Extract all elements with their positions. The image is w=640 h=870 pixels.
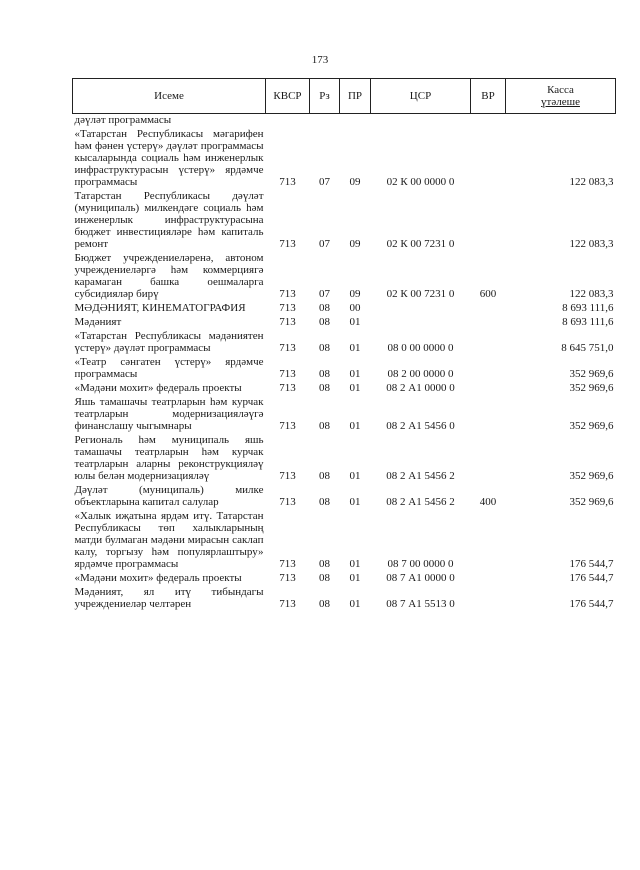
cell-name: «Мәдәни мохит» федераль проекты bbox=[74, 572, 242, 584]
cell-vr bbox=[471, 396, 506, 434]
table-row bbox=[73, 484, 616, 510]
cell-kvsr bbox=[266, 114, 310, 129]
table-row bbox=[73, 586, 616, 612]
cell-pr: 01 bbox=[349, 496, 361, 508]
cell-amount: 352 969,6 bbox=[569, 470, 614, 482]
cell-csr: 08 7 А1 0000 0 bbox=[386, 572, 455, 584]
page-number: 173 bbox=[311, 54, 329, 66]
budget-table bbox=[72, 78, 616, 612]
cell-kvsr: 713 bbox=[279, 598, 296, 610]
header-vr: ВР bbox=[471, 79, 506, 114]
cell-name: Бюджет учреждениеләренә, автоном учреждениеләргә һәм коммерциягә карамаган башка оешмаларга субсидияләр бирү bbox=[74, 252, 264, 300]
cell-pr: 01 bbox=[349, 572, 361, 584]
cell-kvsr: 713 bbox=[279, 382, 296, 394]
cell-csr bbox=[371, 114, 471, 129]
cell-kvsr: 713 bbox=[279, 420, 296, 432]
cell-kvsr: 713 bbox=[279, 558, 296, 570]
cell-csr: 02 К 00 7231 0 bbox=[386, 288, 455, 300]
cell-vr bbox=[471, 586, 506, 612]
cell-name: Региональ һәм муниципаль яшь тамашачы театрларын һәм курчак театрларын аларны реконструкцияләү юлы белән модернизацияләү bbox=[74, 434, 264, 482]
cell-rz: 08 bbox=[319, 316, 330, 328]
header-pr: ПР bbox=[340, 79, 371, 114]
cell-amount: 122 083,3 bbox=[569, 176, 614, 188]
cell-amount: 8 693 111,6 bbox=[562, 302, 614, 314]
header-csr: ЦСР bbox=[371, 79, 471, 114]
cell-rz bbox=[310, 114, 340, 129]
cell-name: МӘДӘНИЯТ, КИНЕМАТОГРАФИЯ bbox=[74, 302, 246, 314]
cell-kvsr: 713 bbox=[279, 470, 296, 482]
cell-name: «Татарстан Республикасы мәгарифен һәм фәнен үстерү» дәүләт программасы кысаларында социаль һәм инженерлык инфраструктурасын үстерү» ярдәмче программасы bbox=[74, 128, 264, 188]
cell-vr bbox=[471, 434, 506, 484]
cell-pr: 00 bbox=[349, 302, 361, 314]
cell-csr: 02 К 00 7231 0 bbox=[386, 238, 455, 250]
cell-rz: 07 bbox=[319, 176, 330, 188]
cell-vr bbox=[471, 572, 506, 586]
cell-kvsr: 713 bbox=[279, 302, 296, 314]
cell-name: «Халык иҗатына ярдәм итү. Татарстан Республикасы төп халыкларының матди булмаган мәдәни мирасын саклап калу, торгызу һәм популярлаштыру» ярдәмче программасы bbox=[74, 510, 264, 570]
cell-amount: 352 969,6 bbox=[569, 368, 614, 380]
cell-kvsr: 713 bbox=[279, 342, 296, 354]
cell-name: дәүләт программасы bbox=[74, 114, 172, 126]
cell-csr bbox=[371, 302, 471, 316]
table-row bbox=[73, 396, 616, 434]
cell-pr: 09 bbox=[349, 288, 361, 300]
cell-rz: 08 bbox=[319, 342, 330, 354]
table-row bbox=[73, 330, 616, 356]
cell-amount: 176 544,7 bbox=[569, 598, 614, 610]
cell-rz: 08 bbox=[319, 382, 330, 394]
cell-vr bbox=[471, 302, 506, 316]
cell-rz: 08 bbox=[319, 558, 330, 570]
cell-csr: 02 К 00 0000 0 bbox=[386, 176, 455, 188]
table-row bbox=[73, 572, 616, 586]
cell-kvsr: 713 bbox=[279, 238, 296, 250]
cell-amount: 176 544,7 bbox=[569, 572, 614, 584]
table-body bbox=[73, 114, 616, 613]
table-header-row bbox=[73, 79, 616, 114]
cell-rz: 08 bbox=[319, 496, 330, 508]
table-row bbox=[73, 190, 616, 252]
cell-vr: 600 bbox=[479, 288, 497, 300]
cell-pr: 01 bbox=[349, 598, 361, 610]
header-kassa bbox=[506, 79, 616, 114]
cell-rz: 08 bbox=[319, 470, 330, 482]
cell-amount: 352 969,6 bbox=[569, 382, 614, 394]
cell-csr: 08 2 А1 5456 2 bbox=[386, 470, 455, 482]
cell-csr: 08 7 00 0000 0 bbox=[387, 558, 454, 570]
cell-pr: 01 bbox=[349, 368, 361, 380]
cell-kvsr: 713 bbox=[279, 496, 296, 508]
table-row bbox=[73, 510, 616, 572]
cell-kvsr: 713 bbox=[279, 288, 296, 300]
header-name: Исеме bbox=[73, 79, 266, 114]
cell-pr bbox=[340, 114, 371, 129]
cell-name: Яшь тамашачы театрларын һәм курчак театрларын модернизацияләүгә финанслашу чыгымнары bbox=[74, 396, 264, 432]
cell-pr: 09 bbox=[349, 176, 361, 188]
cell-pr: 01 bbox=[349, 342, 361, 354]
cell-rz: 08 bbox=[319, 368, 330, 380]
table-row bbox=[73, 114, 616, 129]
table-row bbox=[73, 302, 616, 316]
header-kassa-line2: үтәлеше bbox=[541, 96, 580, 108]
cell-amount: 176 544,7 bbox=[569, 558, 614, 570]
cell-name: Мәдәният bbox=[74, 316, 122, 328]
cell-kvsr: 713 bbox=[279, 368, 296, 380]
cell-csr: 08 2 А1 0000 0 bbox=[386, 382, 455, 394]
cell-csr: 08 2 А1 5456 2 bbox=[386, 496, 455, 508]
cell-rz: 08 bbox=[319, 420, 330, 432]
cell-rz: 08 bbox=[319, 572, 330, 584]
cell-kvsr: 713 bbox=[279, 572, 296, 584]
cell-amount: 122 083,3 bbox=[569, 238, 614, 250]
cell-pr: 01 bbox=[349, 420, 361, 432]
cell-vr: 400 bbox=[479, 496, 497, 508]
cell-name: Татарстан Республикасы дәүләт (муниципаль) милкендәге социаль һәм инженерлык инфраструктурасына бюджет инвестицияләре һәм капиталь ремонт bbox=[74, 190, 264, 250]
table-row bbox=[73, 434, 616, 484]
cell-csr: 08 0 00 0000 0 bbox=[387, 342, 454, 354]
cell-kvsr: 713 bbox=[279, 316, 296, 328]
cell-csr: 08 2 А1 5456 0 bbox=[386, 420, 455, 432]
cell-vr bbox=[471, 316, 506, 330]
cell-csr: 08 7 А1 5513 0 bbox=[386, 598, 455, 610]
table-row bbox=[73, 382, 616, 396]
cell-pr: 01 bbox=[349, 316, 361, 328]
cell-rz: 07 bbox=[319, 238, 330, 250]
header-kvsr: КВСР bbox=[266, 79, 310, 114]
table-row bbox=[73, 252, 616, 302]
cell-name: Мәдәният, ял итү тибындагы учреждениеләр челтәрен bbox=[74, 586, 264, 610]
table-row bbox=[73, 356, 616, 382]
header-rz: Рз bbox=[310, 79, 340, 114]
cell-amount: 8 645 751,0 bbox=[561, 342, 614, 354]
cell-csr bbox=[371, 316, 471, 330]
header-kassa-line1: Касса bbox=[547, 84, 574, 96]
cell-amount: 8 693 111,6 bbox=[562, 316, 614, 328]
cell-vr bbox=[471, 330, 506, 356]
cell-vr bbox=[471, 128, 506, 190]
table-row bbox=[73, 128, 616, 190]
cell-amount bbox=[506, 114, 616, 129]
cell-vr bbox=[471, 190, 506, 252]
cell-vr bbox=[471, 114, 506, 129]
cell-name: «Театр сәнгатен үстерү» ярдәмче программасы bbox=[74, 356, 264, 380]
cell-pr: 01 bbox=[349, 470, 361, 482]
cell-amount: 352 969,6 bbox=[569, 496, 614, 508]
table-row bbox=[73, 316, 616, 330]
cell-amount: 352 969,6 bbox=[569, 420, 614, 432]
cell-rz: 08 bbox=[319, 598, 330, 610]
cell-amount: 122 083,3 bbox=[569, 288, 614, 300]
cell-vr bbox=[471, 382, 506, 396]
cell-kvsr: 713 bbox=[279, 176, 296, 188]
cell-rz: 07 bbox=[319, 288, 330, 300]
cell-rz: 08 bbox=[319, 302, 330, 314]
cell-name: Дәүләт (муниципаль) милке объектларына капитал салулар bbox=[74, 484, 264, 508]
cell-vr bbox=[471, 356, 506, 382]
cell-pr: 09 bbox=[349, 238, 361, 250]
cell-name: «Мәдәни мохит» федераль проекты bbox=[74, 382, 242, 394]
cell-csr: 08 2 00 0000 0 bbox=[387, 368, 454, 380]
cell-vr bbox=[471, 510, 506, 572]
cell-name: «Татарстан Республикасы мәдәниятен үстерү» дәүләт программасы bbox=[74, 330, 264, 354]
cell-pr: 01 bbox=[349, 558, 361, 570]
cell-pr: 01 bbox=[349, 382, 361, 394]
